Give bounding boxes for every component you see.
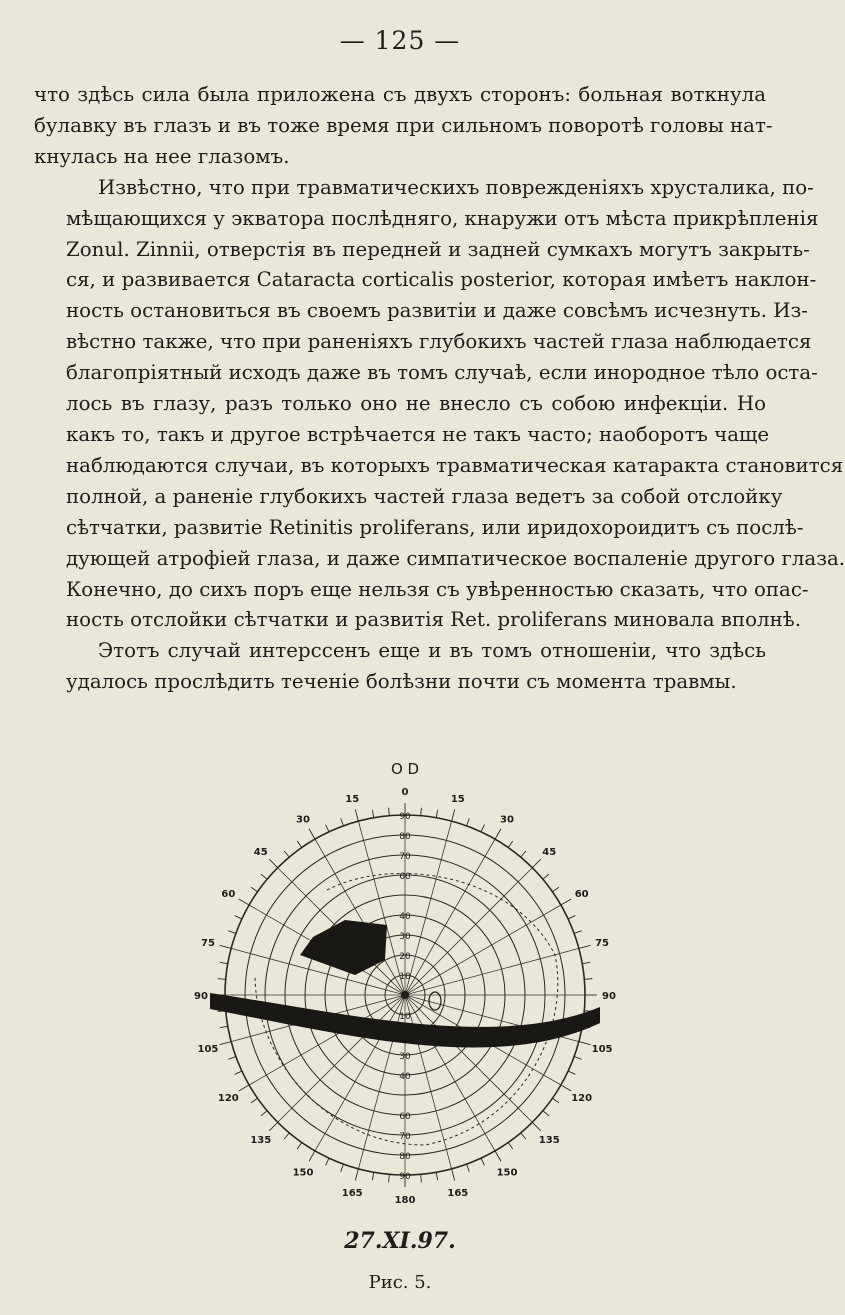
rim-tick bbox=[521, 1133, 526, 1139]
meridian-label: 0 bbox=[401, 787, 409, 798]
text-line: булавку въ глазъ и въ тоже время при сильномъ поворотѣ головы нат- bbox=[34, 113, 773, 137]
rim-tick bbox=[579, 1042, 591, 1045]
rim-tick bbox=[261, 1111, 267, 1116]
meridian-line bbox=[405, 948, 579, 995]
rim-tick bbox=[584, 979, 592, 980]
rim-tick bbox=[218, 979, 226, 980]
rim-tick bbox=[355, 810, 358, 822]
ring-label: 20 bbox=[399, 952, 411, 962]
meridian-line bbox=[405, 868, 532, 995]
rim-tick bbox=[552, 887, 559, 892]
ring-label: 70 bbox=[399, 852, 411, 862]
ring-label: 90 bbox=[399, 1172, 411, 1182]
rim-tick bbox=[574, 1057, 582, 1060]
figure-caption: Рис. 5. bbox=[368, 1272, 432, 1293]
ring-label: 80 bbox=[399, 832, 411, 842]
rim-tick bbox=[297, 1142, 302, 1149]
meridian-label: 180 bbox=[394, 1195, 416, 1206]
text-line: кнулась на нее глазомъ. bbox=[34, 144, 290, 168]
body-text bbox=[34, 80, 845, 698]
meridian-label: 75 bbox=[200, 938, 215, 950]
rim-tick bbox=[532, 1122, 540, 1130]
text-line: благопріятный исходъ даже въ томъ случаѣ, если инородное тѣло оста- bbox=[66, 361, 818, 385]
rim-tick bbox=[561, 1085, 571, 1091]
rim-tick bbox=[309, 829, 315, 839]
rim-tick bbox=[239, 899, 249, 905]
rim-tick bbox=[543, 874, 549, 879]
rim-tick bbox=[372, 1172, 373, 1180]
rim-tick bbox=[269, 859, 277, 867]
meridian-label: 90 bbox=[602, 991, 616, 1002]
rim-tick bbox=[220, 1026, 228, 1027]
rim-tick bbox=[326, 1158, 329, 1165]
rim-tick bbox=[251, 887, 258, 892]
rim-tick bbox=[552, 1098, 559, 1103]
ring-label: 30 bbox=[399, 1052, 411, 1062]
meridian-line bbox=[405, 821, 452, 995]
ring-label: 40 bbox=[399, 912, 411, 922]
ring-label: 60 bbox=[399, 1112, 411, 1122]
paragraph bbox=[34, 80, 773, 173]
rim-tick bbox=[452, 1169, 455, 1181]
rim-tick bbox=[341, 818, 344, 826]
meridian-line bbox=[405, 995, 452, 1169]
rim-tick bbox=[284, 851, 289, 857]
rim-tick bbox=[582, 962, 590, 963]
meridian-label: 75 bbox=[595, 938, 610, 950]
text-line: ность отслойки сѣтчатки и развитія Ret. proliferans миновала вполнѣ. bbox=[66, 608, 801, 632]
text-line: сѣтчатки, развитіе Retinitis proliferans, или иридохороидитъ съ послѣ- bbox=[66, 515, 804, 539]
rim-tick bbox=[421, 808, 422, 816]
ring-label: 70 bbox=[399, 1132, 411, 1142]
text-line: Извѣстно, что при травматическихъ поврежденіяхъ хрусталика, по- bbox=[98, 175, 814, 199]
rim-tick bbox=[309, 1151, 315, 1161]
meridian-label: 150 bbox=[496, 1167, 518, 1179]
ring-label: 10 bbox=[399, 972, 411, 982]
rim-tick bbox=[220, 945, 232, 948]
meridian-label: 105 bbox=[591, 1043, 613, 1055]
perimetry-figure bbox=[194, 760, 616, 1230]
text-line: какъ то, такъ и другое встрѣчается не такъ часто; наоборотъ чаще bbox=[66, 422, 770, 446]
text-line: Zonul. Zinnii, отверстія въ передней и задней сумкахъ могутъ закрыть- bbox=[66, 237, 810, 261]
rim-tick bbox=[495, 829, 501, 839]
meridian-label: 60 bbox=[221, 889, 236, 900]
text-line: лось въ глазу, разъ только оно не внесло съ собою инфекціи. Но bbox=[66, 392, 766, 416]
visual-field-chart bbox=[194, 760, 616, 1230]
rim-tick bbox=[568, 1071, 575, 1074]
text-line: мѣщающихся у экватора послѣдняго, кнаружи отъ мѣста прикрѣпленія bbox=[66, 206, 819, 230]
rim-tick bbox=[297, 841, 302, 848]
meridian-label: 135 bbox=[538, 1135, 560, 1147]
meridian-label: 15 bbox=[450, 793, 465, 805]
ring-label: 10 bbox=[399, 1012, 411, 1022]
fixation-point bbox=[401, 991, 409, 999]
rim-tick bbox=[436, 810, 437, 818]
rim-tick bbox=[372, 810, 373, 818]
eye-label: O D bbox=[390, 760, 420, 778]
ring-label: 90 bbox=[399, 812, 411, 822]
rim-tick bbox=[568, 916, 575, 919]
meridian-label: 30 bbox=[500, 814, 514, 826]
text-line: вѣстно также, что при раненіяхъ глубокихъ частей глаза наблюдается bbox=[66, 330, 812, 354]
meridian-label: 45 bbox=[542, 846, 557, 858]
rim-tick bbox=[269, 1122, 277, 1130]
meridian-line bbox=[405, 995, 532, 1122]
meridian-label: 60 bbox=[574, 889, 589, 900]
rim-tick bbox=[579, 945, 591, 948]
rim-tick bbox=[235, 916, 242, 919]
ring-label: 40 bbox=[399, 1072, 411, 1082]
rim-tick bbox=[326, 825, 329, 832]
rim-tick bbox=[452, 810, 455, 822]
rim-tick bbox=[508, 1142, 513, 1149]
meridian-label: 120 bbox=[217, 1093, 239, 1104]
text-line: дующей атрофіей глаза, и даже симпатическое воспаленіе другого глаза. bbox=[66, 546, 845, 570]
rim-tick bbox=[421, 1174, 422, 1182]
meridian-label: 150 bbox=[292, 1167, 314, 1179]
rim-tick bbox=[389, 808, 390, 816]
meridian-label: 165 bbox=[447, 1188, 469, 1200]
scotoma-defect bbox=[300, 920, 387, 975]
meridian-label: 90 bbox=[194, 991, 208, 1002]
rim-tick bbox=[481, 1158, 484, 1165]
rim-tick bbox=[235, 1071, 242, 1074]
text-line: наблюдаются случаи, въ которыхъ травматическая катаракта становится bbox=[66, 453, 844, 477]
text-line: полной, а раненіе глубокихъ частей глаза ведетъ за собой отслойку bbox=[66, 484, 783, 508]
meridian-label: 45 bbox=[253, 846, 268, 858]
handwritten-date: 27.XI.97. bbox=[344, 1228, 456, 1254]
page-number: — 125 — bbox=[339, 26, 461, 55]
rim-tick bbox=[508, 841, 513, 848]
meridian-label: 165 bbox=[341, 1188, 363, 1200]
rim-tick bbox=[220, 962, 228, 963]
rim-tick bbox=[355, 1169, 358, 1181]
rim-tick bbox=[467, 1164, 470, 1172]
text-line: что здѣсь сила была приложена съ двухъ сторонъ: больная воткнула bbox=[34, 83, 766, 106]
meridian-label: 15 bbox=[345, 793, 360, 805]
rim-tick bbox=[228, 1057, 236, 1060]
text-line: Этотъ случай интерссенъ еще и въ томъ отношеніи, что здѣсь bbox=[98, 639, 766, 663]
rim-tick bbox=[389, 1174, 390, 1182]
rim-tick bbox=[467, 818, 470, 826]
rim-tick bbox=[251, 1098, 258, 1103]
rim-tick bbox=[436, 1172, 437, 1180]
rim-tick bbox=[561, 899, 571, 905]
rim-tick bbox=[481, 825, 484, 832]
rim-tick bbox=[261, 874, 267, 879]
rim-tick bbox=[543, 1111, 549, 1116]
rim-tick bbox=[284, 1133, 289, 1139]
rim-tick bbox=[228, 931, 236, 934]
rim-tick bbox=[532, 859, 540, 867]
meridian-label: 105 bbox=[197, 1043, 219, 1055]
rim-tick bbox=[574, 931, 582, 934]
rim-tick bbox=[220, 1042, 232, 1045]
meridian-label: 120 bbox=[571, 1093, 593, 1104]
paragraph bbox=[34, 636, 766, 698]
rim-tick bbox=[341, 1164, 344, 1172]
text-line: ность остановиться въ своемъ развитіи и даже совсѣмъ исчезнуть. Из- bbox=[66, 299, 808, 323]
rim-tick bbox=[495, 1151, 501, 1161]
ring-label: 80 bbox=[399, 1152, 411, 1162]
text-line: удалось прослѣдить теченіе болѣзни почти съ момента травмы. bbox=[66, 670, 737, 694]
meridian-label: 30 bbox=[296, 814, 310, 826]
ring-label: 30 bbox=[399, 932, 411, 942]
text-line: ся, и развивается Cataracta corticalis posterior, которая имѣетъ наклон- bbox=[66, 268, 817, 292]
meridian-label: 135 bbox=[250, 1135, 272, 1147]
ring-label: 60 bbox=[399, 872, 411, 882]
paragraph bbox=[34, 173, 845, 637]
rim-tick bbox=[239, 1085, 249, 1091]
rim-tick bbox=[521, 851, 526, 857]
text-line: Конечно, до сихъ поръ еще нельзя съ увѣренностью сказать, что опас- bbox=[66, 577, 809, 601]
